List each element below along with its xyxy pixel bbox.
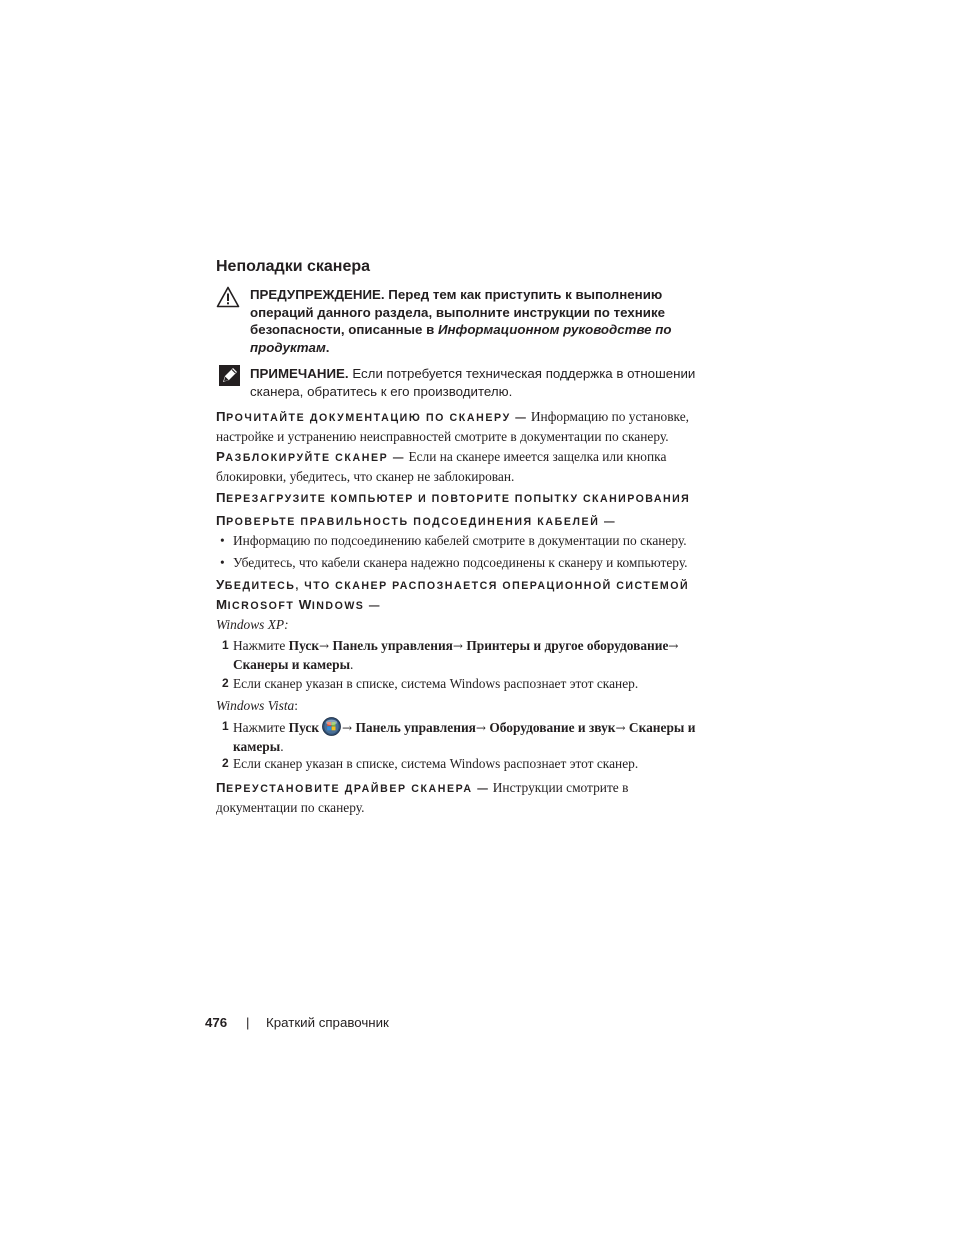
step-number: 1 [222, 719, 229, 733]
read-docs-heading: ПРОЧИТАЙТЕ ДОКУМЕНТАЦИЮ ПО СКАНЕРУ — [216, 409, 528, 424]
step-text: Если сканер указан в списке, система Windows распознает этот сканер. [233, 676, 639, 691]
windows-start-orb-icon [322, 717, 341, 736]
windows-xp-label: Windows XP: [216, 617, 289, 632]
restart-item [216, 489, 716, 509]
vista-step-2 [222, 755, 716, 773]
control-panel-ref: Панель управления [355, 720, 476, 735]
check-cables-item [216, 512, 716, 532]
footer-separator: | [246, 1015, 250, 1030]
note-text: Если потребуется техническая поддержка в отношении сканера, обратитесь к его производителю. [250, 366, 696, 399]
warning-text: Перед тем как приступить к выполнению операций данного раздела, выполните инструкции по технике безопасности, описанные в [250, 287, 666, 337]
reinstall-item [216, 779, 656, 816]
xp-step-2 [222, 675, 716, 693]
restart-heading: ПЕРЕЗАГРУЗИТЕ КОМПЬЮТЕР И ПОВТОРИТЕ ПОПЫТКУ СКАНИРОВАНИЯ [216, 490, 691, 505]
unlock-heading: РАЗБЛОКИРУЙТЕ СКАНЕР — [216, 449, 406, 464]
windows-vista-label: Windows Vista: [216, 698, 298, 713]
note-notice [216, 365, 716, 400]
scanners-cameras-ref: Сканеры и камеры [233, 656, 351, 672]
start-menu-ref: Пуск [288, 720, 320, 735]
step-number: 2 [222, 676, 229, 690]
start-menu-ref: Пуск [288, 638, 320, 653]
vista-step-1: 1 Нажмите Пуск → Панель управления→ Оборудование и звук→ Сканеры и камеры. [222, 719, 696, 754]
recognize-item [216, 576, 716, 615]
warning-triangle-icon [216, 286, 240, 308]
book-title: Краткий справочник [266, 1015, 389, 1030]
step-number: 1 [222, 638, 229, 652]
unlock-text: Если на сканере имеется защелка или кнопка блокировки, убедитесь, что сканер не заблокирован. [216, 449, 667, 484]
xp-step-1: 1 Нажмите Пуск→ Панель управления→ Принтеры и другое оборудование→ Сканеры и камеры. [222, 638, 679, 672]
hardware-sound-ref: Оборудование и звук [489, 720, 616, 735]
list-item: • Убедитесь, что кабели сканера надежно подсоединены к сканеру и компьютеру. [216, 554, 716, 572]
warning-label: ПРЕДУПРЕЖДЕНИЕ. [250, 287, 385, 302]
list-item: • Информацию по подсоединению кабелей смотрите в документации по сканеру. [216, 532, 716, 550]
step-text: Если сканер указан в списке, система Windows распознает этот сканер. [233, 756, 639, 771]
unlock-item [216, 448, 716, 485]
warning-end: . [325, 339, 330, 355]
check-cables-heading: ПРОВЕРЬТЕ ПРАВИЛЬНОСТЬ ПОДСОЕДИНЕНИЯ КАБЕЛЕЙ — [216, 513, 617, 528]
cables-bullet-list [216, 532, 716, 575]
printers-hardware-ref: Принтеры и другое оборудование [466, 638, 669, 653]
reinstall-heading: ПЕРЕУСТАНОВИТЕ ДРАЙВЕР СКАНЕРА — [216, 780, 490, 795]
page-number: 476 [205, 1015, 228, 1030]
section-title: Неполадки сканера [216, 258, 371, 275]
note-label: ПРИМЕЧАНИЕ. [250, 366, 349, 381]
control-panel-ref: Панель управления [332, 638, 453, 653]
note-pencil-icon [219, 365, 243, 387]
reinstall-text: Инструкции смотрите в документации по сканеру. [216, 780, 629, 815]
scanners-cameras-ref: Сканеры и камеры [233, 720, 696, 754]
step-number: 2 [222, 756, 229, 770]
read-docs-text: Информацию по установке, настройке и устранению неисправностей смотрите в документации по сканеру. [216, 409, 690, 444]
recognize-heading: УБЕДИТЕСЬ, ЧТО СКАНЕР РАСПОЗНАЕТСЯ ОПЕРАЦИОННОЙ СИСТЕМОЙ MICROSOFT WINDOWS — [216, 577, 690, 612]
warning-notice [216, 286, 716, 356]
read-docs-item [216, 408, 716, 445]
warning-italic-ref: Информационном руководстве по продуктам [250, 322, 672, 355]
